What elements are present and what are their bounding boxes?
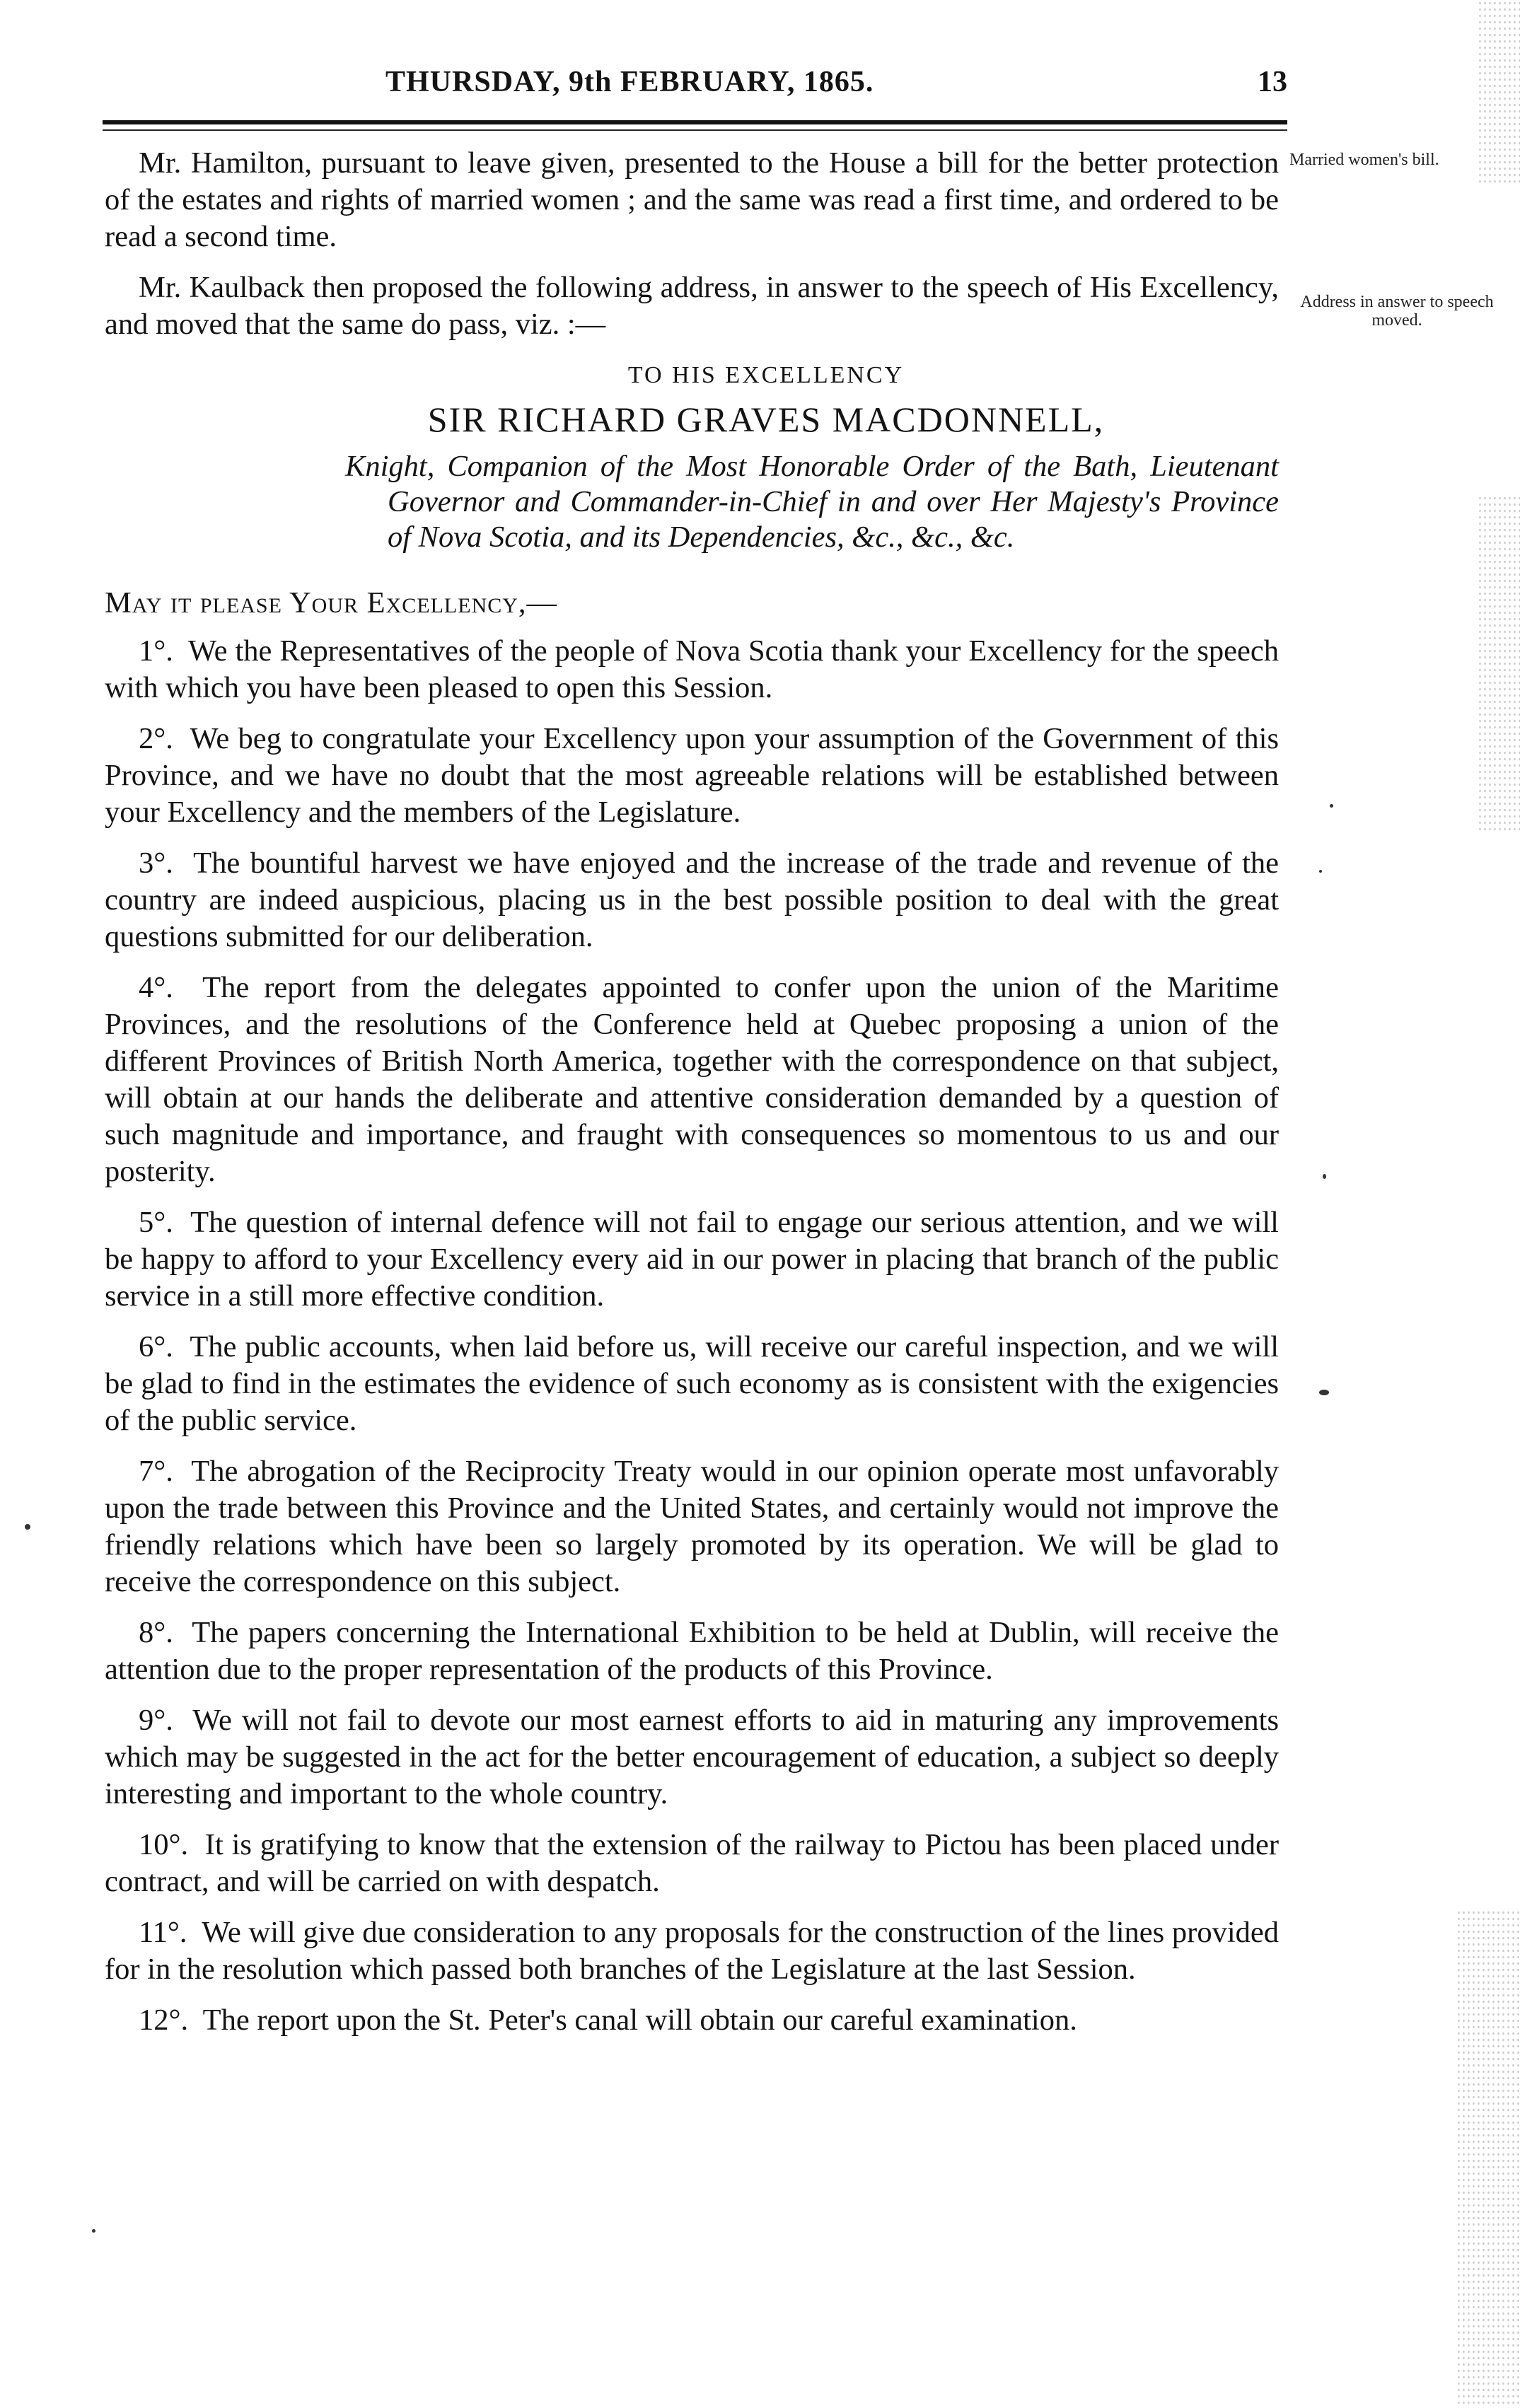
- scan-speck: [92, 2229, 95, 2233]
- item-text: The abrogation of the Reciprocity Treaty would in our opinion operate most unfavorably upon the trade between this Province and the United States, and certainly would not improve the friendly relations which have been so largely promoted by its operation. We will be glad to receive the correspondence on this subject.: [105, 1455, 1279, 1598]
- address-item: [105, 1204, 1279, 1315]
- item-number: 2°.: [139, 722, 173, 755]
- item-number: 9°.: [139, 1704, 173, 1737]
- item-number: 8°.: [139, 1616, 173, 1649]
- intro-paragraph-hamilton: Mr. Hamilton, pursuant to leave given, presented to the House a bill for the better protection of the estates and rights of married women ; and the same was read a first time, and ordered to be read a second time.: [105, 146, 1279, 253]
- address-item: [105, 845, 1279, 955]
- address-item: [105, 2002, 1279, 2039]
- item-number: 6°.: [139, 1330, 173, 1363]
- item-number: 4°.: [139, 971, 173, 1004]
- item-number: 3°.: [139, 847, 173, 880]
- address-item: [105, 633, 1279, 706]
- page-number: 13: [1258, 66, 1287, 98]
- scan-noise-top-right: [1478, 0, 1520, 184]
- address-recipient-name: SIR RICHARD GRAVES MACDONNELL,: [427, 400, 1105, 439]
- address-item: [105, 1329, 1279, 1439]
- scan-speck: [1319, 870, 1322, 873]
- address-item: [105, 721, 1279, 831]
- address-item: [105, 970, 1279, 1190]
- address-item: [105, 1615, 1279, 1688]
- item-text: The public accounts, when laid before us, will receive our careful inspection, and we will be glad to find in the estimates the evidence of such economy as is consistent with the exigencies of the public service.: [105, 1330, 1280, 1437]
- item-text: We beg to congratulate your Excellency upon your assumption of the Government of this Province, and we have no doubt that the most agreeable relations will be established between your Excellency and the members of the Legislature.: [105, 722, 1279, 829]
- item-number: 7°.: [139, 1455, 173, 1488]
- item-number: 10°.: [139, 1828, 189, 1861]
- address-item: [105, 1914, 1279, 1988]
- header-rule-thick: [103, 120, 1287, 124]
- header-date-title: THURSDAY, 9th FEBRUARY, 1865.: [385, 66, 874, 98]
- item-number: 11°.: [139, 1916, 187, 1949]
- address-recipient-line: TO HIS EXCELLENCY: [627, 362, 905, 388]
- header-rule-thin: [103, 129, 1287, 131]
- intro-paragraph-kaulback: Mr. Kaulback then proposed the following address, in answer to the speech of His Excellency, and moved that the same do pass, viz. :—: [105, 271, 1279, 341]
- item-text: It is gratifying to know that the extension of the railway to Pictou has been placed under contract, and will be carried on with despatch.: [105, 1828, 1280, 1898]
- item-text: The question of internal defence will not fail to engage our serious attention, and we will be happy to afford to your Excellency every aid in our power in placing that branch of the public service in a still more effective condition.: [105, 1206, 1279, 1313]
- item-text: We will not fail to devote our most earnest efforts to aid in maturing any improvements which may be suggested in the act for the better encouragement of education, a subject so deeply interesting and important to the whole country.: [105, 1704, 1280, 1810]
- scan-noise-right-middle: [1478, 495, 1520, 834]
- item-number: 12°.: [139, 2003, 189, 2037]
- margin-note-married-womens-bill: Married women's bill.: [1289, 151, 1439, 169]
- address-recipient-titles: Knight, Companion of the Most Honorable Order of the Bath, Lieutenant Governor and Commander-in-Chief in and over Her Majesty's Province of Nova Scotia, and its Dependencies, &c., &c., &c.: [345, 450, 1279, 554]
- item-text: We the Representatives of the people of Nova Scotia thank your Excellency for the speech with which you have been pleased to open this Session.: [105, 634, 1280, 704]
- item-number: 5°.: [139, 1206, 173, 1239]
- address-item: [105, 1702, 1279, 1813]
- scan-speck: [1323, 1174, 1326, 1179]
- page-header: [106, 65, 1287, 107]
- address-item: [105, 1453, 1279, 1600]
- item-text: We will give due consideration to any proposals for the construction of the lines provided for in the resolution which passed both branches of the Legislature at the last Session.: [105, 1916, 1279, 1986]
- item-number: 1°.: [139, 634, 173, 668]
- margin-note-address-moved: Address in answer to speech moved.: [1300, 293, 1494, 330]
- scan-speck: [1330, 804, 1333, 808]
- document-body: [105, 145, 1279, 2053]
- scan-speck: [25, 1524, 30, 1530]
- item-text: The bountiful harvest we have enjoyed and the increase of the trade and revenue of the country are indeed auspicious, placing us in the best possible position to deal with the great questions submitted for our deliberation.: [105, 847, 1279, 953]
- scan-noise-bottom-right: [1456, 1909, 1520, 2408]
- item-text: The papers concerning the International Exhibition to be held at Dublin, will receive the attention due to the proper representation of the products of this Province.: [105, 1616, 1279, 1686]
- item-text: The report upon the St. Peter's canal will obtain our careful examination.: [202, 2003, 1077, 2037]
- scan-speck: [1319, 1390, 1329, 1395]
- address-item: [105, 1827, 1279, 1900]
- item-text: The report from the delegates appointed to confer upon the union of the Maritime Provinces, and the resolutions of the Conference held at Quebec proposing a union of the different Provinces of British North America, together with the correspondence on that subject, will obtain at our hands the deliberate and attentive consideration demanded by a question of such magnitude and importance, and fraught with consequences so momentous to us and our posterity.: [105, 971, 1279, 1188]
- address-salutation: May it please Your Excellency,—: [105, 586, 558, 620]
